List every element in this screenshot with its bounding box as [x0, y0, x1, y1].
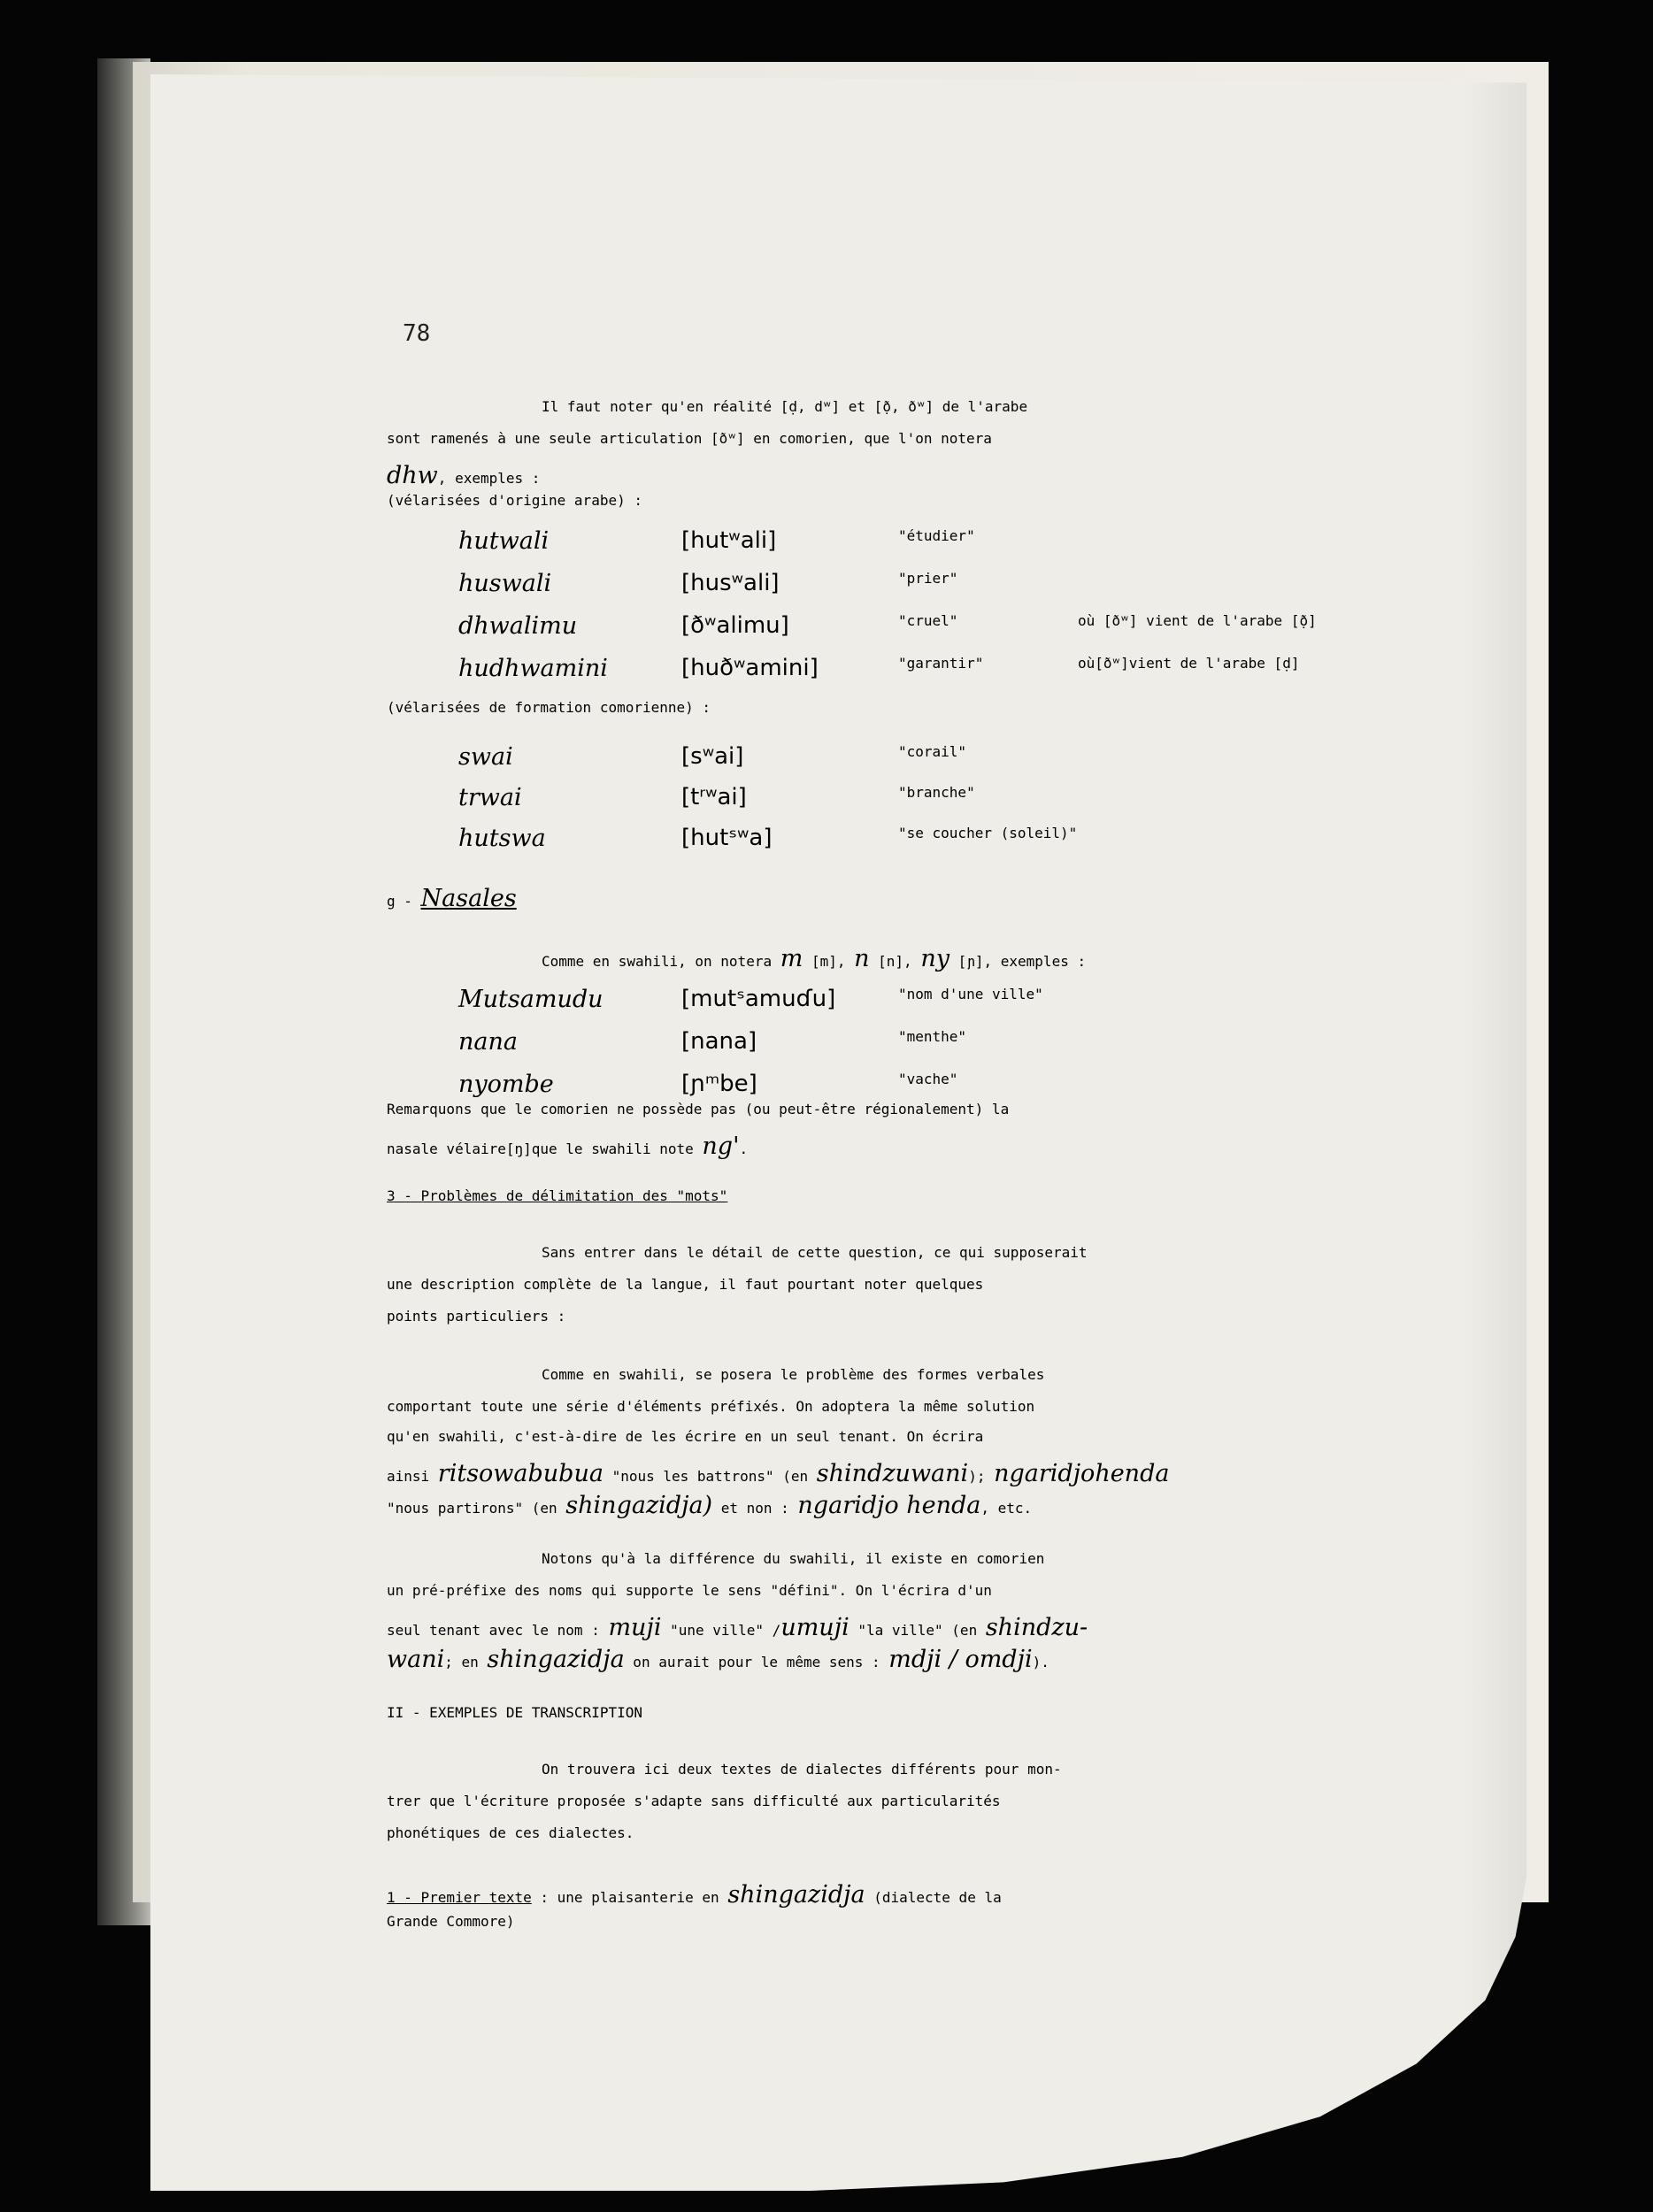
example-gloss: "se coucher (soleil)" [898, 825, 1078, 841]
section-g-intro: Comme en swahili, on notera m [m], n [n], ny [ɲ], exemples : [542, 945, 1087, 972]
example-phonetic: [ðʷalimu] [681, 612, 789, 639]
book-page [150, 74, 1526, 2191]
example-phonetic: [tʳʷai] [681, 784, 747, 810]
example-word: nana [458, 1028, 518, 1056]
dhw-term: dhw [387, 462, 438, 489]
section-3-para1-line1: Sans entrer dans le détail de cette question, ce qui supposerait [542, 1244, 1088, 1261]
section-3-para3-line2: un pré-préfixe des noms qui supporte le sens "défini". On l'écrira d'un [387, 1582, 992, 1599]
nasales-remark-line2: nasale vélaire[ŋ]que le swahili note ng'. [387, 1133, 749, 1160]
section-3-heading: 3 - Problèmes de délimitation des "mots" [387, 1187, 728, 1204]
example-gloss: "menthe" [898, 1028, 967, 1045]
example-word: nyombe [458, 1071, 554, 1098]
section-3-para2-line5: "nous partirons" (en shingazidja) et non : ngaridjo henda, etc. [387, 1492, 1033, 1519]
para1-line3: dhw, exemples : [387, 462, 541, 489]
example-word: dhwalimu [458, 612, 578, 640]
example-phonetic: [mutˢamuɗu] [681, 986, 836, 1012]
example-word: hutswa [458, 825, 546, 852]
example-gloss: "vache" [898, 1071, 958, 1087]
example-gloss: "cruel" [898, 612, 958, 629]
example-phonetic: [hutˢʷa] [681, 825, 773, 851]
page-number: 78 [403, 320, 431, 347]
section-3-para2-line3: qu'en swahili, c'est-à-dire de les écrire en un seul tenant. On écrira [387, 1428, 984, 1445]
section-3-para3-line3: seul tenant avec le nom : muji "une ville" /umuji "la ville" (en shindzu- [387, 1614, 1088, 1641]
example-word: huswali [458, 570, 552, 597]
example-gloss: "nom d'une ville" [898, 986, 1043, 1002]
example-phonetic: [husʷali] [681, 570, 780, 596]
section-3-para3-line1: Notons qu'à la différence du swahili, il existe en comorien [542, 1550, 1045, 1567]
example-gloss: "branche" [898, 784, 975, 801]
section-II-line3: phonétiques de ces dialectes. [387, 1824, 634, 1841]
section-3-para2-line2: comportant toute une série d'éléments préfixés. On adoptera la même solution [387, 1398, 1035, 1415]
section-II-heading: II - EXEMPLES DE TRANSCRIPTION [387, 1704, 642, 1721]
example-word: swai [458, 743, 513, 771]
example-phonetic: [huðʷamini] [681, 655, 819, 681]
nasales-remark-line1: Remarquons que le comorien ne possède pas (ou peut-être régionalement) la [387, 1101, 1010, 1118]
section-3-para1-line2: une description complète de la langue, il faut pourtant noter quelques [387, 1276, 984, 1293]
section-3-para2-line1: Comme en swahili, se posera le problème des formes verbales [542, 1366, 1045, 1383]
example-phonetic: [ɲᵐbe] [681, 1071, 757, 1097]
section-II-line1: On trouvera ici deux textes de dialectes différents pour mon- [542, 1761, 1062, 1778]
example-gloss: "étudier" [898, 527, 975, 544]
example-word: hutwali [458, 527, 550, 555]
para1-line1: Il faut noter qu'en réalité [ḍ, dʷ] et [ð̣, ðʷ] de l'arabe [542, 398, 1028, 415]
example-phonetic: [nana] [681, 1028, 757, 1055]
heading-comorian: (vélarisées de formation comorienne) : [387, 699, 711, 716]
section-g-heading: g - Nasales [387, 885, 517, 912]
example-phonetic: [hutʷali] [681, 527, 777, 554]
section-3-para1-line3: points particuliers : [387, 1308, 566, 1325]
example-word: Mutsamudu [458, 986, 604, 1013]
example-gloss: "prier" [898, 570, 958, 587]
example-word: trwai [458, 784, 522, 811]
example-gloss: "corail" [898, 743, 967, 760]
example-note: où[ðʷ]vient de l'arabe [ḍ] [1078, 655, 1300, 672]
section-3-para3-line4: wani; en shingazidja on aurait pour le même sens : mdji / omdji). [387, 1646, 1049, 1673]
premier-texte-heading: 1 - Premier texte : une plaisanterie en shingazidja (dialecte de la [387, 1881, 1002, 1909]
section-3-para2-line4: ainsi ritsowabubua "nous les battrons" (en shindzuwani); ngaridjohenda [387, 1460, 1170, 1487]
premier-texte-line2: Grande Commore) [387, 1913, 515, 1930]
heading-arabic: (vélarisées d'origine arabe) : [387, 492, 642, 509]
example-gloss: "garantir" [898, 655, 984, 672]
section-II-line2: trer que l'écriture proposée s'adapte sans difficulté aux particularités [387, 1793, 1001, 1809]
example-note: où [ðʷ] vient de l'arabe [ð̣] [1078, 612, 1317, 629]
example-phonetic: [sʷai] [681, 743, 744, 770]
example-word: hudhwamini [458, 655, 608, 682]
para1-line2: sont ramenés à une seule articulation [ðʷ] en comorien, que l'on notera [387, 430, 992, 447]
